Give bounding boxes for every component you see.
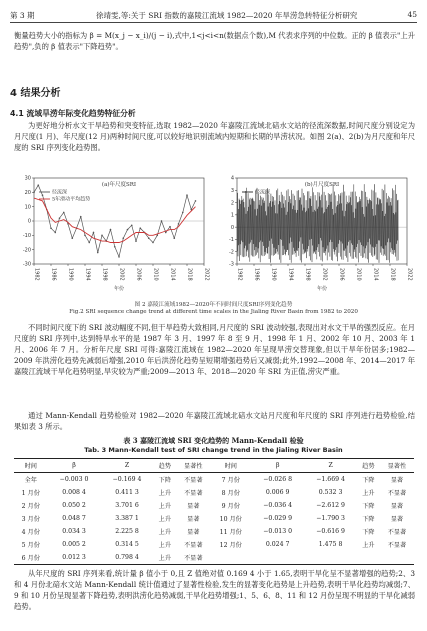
table-cell: 上升 [158, 490, 172, 497]
data-point [50, 227, 52, 229]
table-cell: 1 月份 [21, 490, 40, 497]
chart-title: (a)年尺度SRI [101, 182, 137, 188]
data-point [80, 216, 82, 218]
table-row [14, 499, 414, 512]
table-title-en: Tab. 3 Mann-Kendall test of SRI change trend in the Jialing River Basin [84, 446, 343, 454]
y-tick-label: -10 [22, 233, 31, 240]
legend-label: 5年滑动平均趋势 [52, 196, 91, 203]
table-cell: 显著 [390, 503, 404, 510]
table-cell: 显著 [187, 529, 200, 536]
table-cell: 3.387 1 [115, 515, 139, 522]
data-point [118, 256, 120, 258]
table-cell: 下降 [362, 503, 375, 510]
data-point [71, 237, 73, 239]
table-cell: 不显著 [176, 551, 210, 565]
data-point [110, 229, 112, 231]
data-point [161, 220, 163, 222]
data-point [42, 194, 44, 196]
y-tick-label: 2 [230, 200, 234, 207]
table-cell: 6 月份 [14, 551, 48, 565]
table-row [14, 525, 414, 538]
data-point [186, 194, 188, 196]
x-tick-label: 2002 [321, 268, 328, 281]
table-cell: 显著 [187, 503, 200, 510]
table-header-cell: 时间 [14, 459, 48, 473]
table-cell: 5 月份 [21, 542, 40, 549]
table-cell: 0.006 9 [265, 489, 290, 496]
x-tick-label: 2010 [355, 268, 362, 281]
data-point [122, 237, 124, 239]
paragraph-2: 不同时间尺度下的 SRI 波动幅度不同,但干旱趋势大致相同,月尺度的 SRI 波动较强,表现出对水文干旱的强烈反应。在月尺度的 SRI 序列中,达到特旱水平的是 1987 年 3 月、1997 年 8 至 9 月、1998 年 1 月、2002 年 10 月、2003 年 1 月、2006 年 7 月。分析年尺度 SRI 可得:嘉陵江流域在 1982—2020 年呈现旱涝交替现象,但以干旱年份居多;1982—2009 年洪涝化趋势先减弱后增强,2010 年后洪涝化趋势呈短期增强趋势后又减弱;此外,1992—2008 年、2014—2017 年嘉陵江流域干旱化趋势明显,旱灾较为严重;2009—2013 年、2018—2020 年 SRI 为正值,涝灾严重。 [14, 323, 415, 376]
y-tick-label: 10 [24, 204, 31, 211]
data-point [135, 240, 137, 242]
chart-monthly-sri [215, 172, 415, 300]
table-cell: 上升 [362, 542, 375, 549]
table-header-cell: 时间 [210, 459, 251, 473]
running-header [10, 8, 417, 23]
table-body [14, 473, 414, 565]
table-cell: 显著 [390, 516, 404, 523]
y-tick-label: -20 [22, 247, 31, 254]
x-tick-label: 1986 [50, 268, 57, 281]
table-header-cell: 趋势 [357, 459, 380, 473]
table-cell: −0.029 9 [263, 515, 293, 522]
data-point [37, 184, 39, 186]
intro-paragraph: 衡量趋势大小的指标为 β = M(x_j − x_i)/(j − i),式中,1<j<i<n(数据点个数),M 代表求序列的中位数。正的 β 值表示"上升趋势",负的 β 值表示"下降趋势"。 [14, 31, 415, 51]
issue-label: 第 3 期 [10, 11, 35, 20]
table-cell: 3 月份 [21, 516, 40, 523]
table-cell: −2.612 9 [316, 502, 345, 509]
data-point [101, 235, 103, 237]
data-point [182, 212, 184, 214]
y-tick-label: -3 [229, 261, 234, 268]
y-tick-label: 1 [230, 212, 234, 219]
x-tick-label: 2018 [186, 268, 193, 281]
table-cell [357, 551, 380, 565]
data-point [178, 223, 180, 225]
y-tick-label: 4 [230, 175, 234, 182]
table-row [14, 486, 414, 499]
x-tick-label: 2014 [169, 268, 176, 281]
table-cell: 上升 [158, 516, 172, 523]
table-cell: 不显著 [387, 542, 407, 549]
table-cell: −0.003 0 [59, 476, 89, 483]
x-tick-label: 2018 [389, 268, 396, 281]
table-cell [251, 551, 304, 565]
table-header-cell: Z [304, 459, 357, 473]
data-point [59, 217, 61, 219]
x-tick-label: 1990 [67, 268, 74, 281]
data-point [173, 237, 175, 239]
table-cell: 10 月份 [219, 516, 242, 523]
x-axis-label: 年份 [113, 286, 125, 292]
x-tick-label: 1998 [101, 268, 108, 281]
series-line [34, 198, 196, 242]
table-cell: −1.790 3 [316, 515, 345, 522]
table-cell: 不显著 [387, 490, 407, 497]
x-tick-label: 1994 [287, 268, 294, 281]
y-tick-label: 30 [24, 175, 31, 182]
table-row [14, 551, 414, 565]
table-cell: −0.026 8 [263, 476, 293, 483]
table-cell: 0.050 2 [62, 502, 86, 509]
x-tick-label: 2014 [372, 268, 379, 281]
table-header-cell: 显著性 [380, 459, 414, 473]
data-point [33, 192, 35, 194]
table-cell: 3.701 6 [115, 502, 139, 509]
table-cell [304, 551, 357, 565]
table-header-cell: 显著性 [176, 459, 210, 473]
table-cell: 0.411 3 [115, 489, 139, 496]
data-point [156, 235, 158, 237]
figure-caption-en: Fig.2 SRI sequence change trend at different time scales in the Jialing River Basin from 1982 to 2020 [69, 309, 358, 315]
table-cell [210, 551, 251, 565]
data-point [93, 232, 95, 234]
table-cell: 12 月份 [219, 542, 242, 549]
table-cell: −0.169 4 [112, 476, 142, 483]
x-tick-label: 1982 [33, 268, 40, 281]
section-heading: 4 结果分析 [10, 88, 61, 99]
table-cell: 不显著 [184, 477, 203, 484]
table-cell: 下降 [158, 477, 172, 484]
table-header-cell: Z [101, 459, 154, 473]
table-title-cn: 表 3 嘉陵江流域 SRI 变化趋势的 Mann-Kendall 检验 [123, 436, 304, 445]
x-tick-label: 2006 [338, 268, 345, 281]
table-header-cell: β [48, 459, 101, 473]
legend-label: 径流深 [52, 189, 68, 196]
data-point [195, 200, 197, 202]
data-point [165, 232, 167, 234]
table-row [14, 473, 414, 487]
table-cell: 上升 [158, 542, 172, 549]
table-cell: 上升 [158, 529, 172, 536]
data-point [139, 227, 141, 229]
data-point [169, 226, 171, 228]
data-point [148, 237, 150, 239]
table-cell: 不显著 [387, 529, 407, 536]
table-row [14, 512, 414, 525]
x-tick-label: 1994 [84, 268, 91, 281]
chart-annual-sri [12, 172, 212, 300]
table-cell: 2.225 8 [115, 528, 139, 535]
table-cell: 0.008 4 [62, 489, 86, 496]
data-point [84, 235, 86, 237]
table-cell: 8 月份 [221, 490, 240, 497]
table-cell: 11 月份 [219, 529, 242, 536]
table-cell: 全年 [24, 477, 37, 484]
table-cell: 0.314 5 [115, 541, 139, 548]
table-cell: 不显著 [184, 490, 203, 497]
table-cell: 9 月份 [221, 503, 240, 510]
chart-title: (b)月尺度SRI [304, 182, 340, 188]
legend-label: 径流深 [255, 189, 271, 196]
data-point [54, 232, 56, 234]
table-cell: 2 月份 [21, 503, 40, 510]
series-line [237, 184, 398, 263]
chart-b-svg [215, 172, 415, 300]
y-tick-label: -30 [22, 261, 31, 268]
table-cell: −1.669 4 [316, 476, 345, 483]
x-tick-label: 2010 [152, 268, 159, 281]
paragraph-3: 通过 Mann-Kendall 趋势检验对 1982—2020 年嘉陵江流域北碚水文站月尺度和年尺度的 SRI 序列进行趋势检验,结果如表 3 所示。 [14, 411, 415, 431]
x-tick-label: 2022 [406, 268, 413, 281]
table-cell: 上升 [158, 503, 172, 510]
chart-a-svg [12, 172, 212, 300]
y-tick-label: 0 [27, 218, 31, 225]
table-cell: −0.013 0 [263, 528, 293, 535]
table-cell: 不显著 [184, 542, 203, 549]
table-cell: 0.532 3 [318, 489, 343, 496]
x-axis-label: 年份 [316, 286, 328, 292]
x-tick-label: 1998 [304, 268, 311, 281]
data-point [131, 225, 133, 227]
table-row [14, 538, 414, 551]
table-cell: 7 月份 [221, 477, 240, 484]
table-cell: 0.048 7 [62, 515, 86, 522]
table-cell: 0.024 7 [265, 541, 290, 548]
table-cell: 上升 [154, 551, 177, 565]
table-cell: 0.012 3 [48, 551, 101, 565]
data-point [114, 246, 116, 248]
x-tick-label: 1982 [236, 268, 243, 281]
page-number: 45 [407, 10, 417, 19]
data-point [97, 252, 99, 254]
x-tick-label: 2002 [118, 268, 125, 281]
table-cell: −0.036 4 [263, 502, 293, 509]
table-cell: 0.005 2 [62, 541, 86, 548]
x-tick-label: 1990 [270, 268, 277, 281]
running-title: 徐靖雯,等:关于 SRI 指数的嘉陵江流域 1982—2020 年旱涝急转特征分析研究 [96, 11, 358, 20]
table-header-row [14, 459, 414, 473]
data-point [127, 229, 129, 231]
paragraph-1: 为更好地分析水文干旱趋势和突变特征,选取 1982—2020 年嘉陵江流域北碚水文站的径流深数据,时间尺度分别设定为月尺度(1 月)、年尺度(12 月)两种时间尺度,可以较好地识别流域内短期和长期的旱涝状况。如图 2(a)、2(b)为月尺度和年尺度的 SRI 序列变化趋势图。 [14, 121, 415, 152]
y-tick-label: -1 [229, 237, 234, 244]
y-tick-label: 20 [24, 190, 31, 197]
table-header-cell: 趋势 [154, 459, 177, 473]
table-cell: 4 月份 [21, 529, 40, 536]
table-cell: 0.034 3 [62, 528, 86, 535]
subsection-heading: 4.1 流域旱涝年际变化趋势特征分析 [10, 109, 136, 118]
table-cell: 下降 [362, 529, 375, 536]
y-tick-label: 3 [230, 187, 234, 194]
y-tick-label: 0 [230, 224, 234, 231]
table-cell: 显著 [187, 516, 200, 523]
table-cell: 下降 [362, 477, 375, 484]
x-tick-label: 2022 [203, 268, 210, 281]
table-cell [380, 551, 414, 565]
x-tick-label: 1986 [253, 268, 260, 281]
data-point [152, 242, 154, 244]
paragraph-4: 从年尺度的 SRI 序列来看,统计量 β 值小于 0,且 Z 值绝对值 0.169 4 小于 1.65,表明干旱化呈不显著增强的趋势;2、3 和 4 月份北碚水文站 Mann-Kendall 统计值通过了显著性检验,发生的显著变化趋势是上升趋势,表明干旱化趋势均减弱;7、9 和 10 月份呈现显著下降趋势,表明洪涝化趋势减弱,干旱化趋势增强;1、5、6、8、11 和 12 月份呈现不明显的干旱化减弱趋势。 [14, 569, 415, 611]
table-cell: 1.475 8 [318, 541, 343, 548]
figure-caption-cn: 图 2 嘉陵江流域1982—2020年不同时间尺度SRI序列变化趋势 [134, 302, 293, 308]
y-tick-label: -2 [229, 249, 234, 256]
table-cell: 上升 [362, 490, 375, 497]
table-cell: −0.616 9 [316, 528, 345, 535]
table-header-cell: β [251, 459, 304, 473]
table-cell: 下降 [362, 516, 375, 523]
mann-kendall-table [14, 458, 414, 565]
table-cell: 显著 [390, 477, 404, 484]
table-cell: 0.798 4 [101, 551, 154, 565]
data-point [88, 242, 90, 244]
data-point [63, 212, 65, 214]
x-tick-label: 2006 [135, 268, 142, 281]
